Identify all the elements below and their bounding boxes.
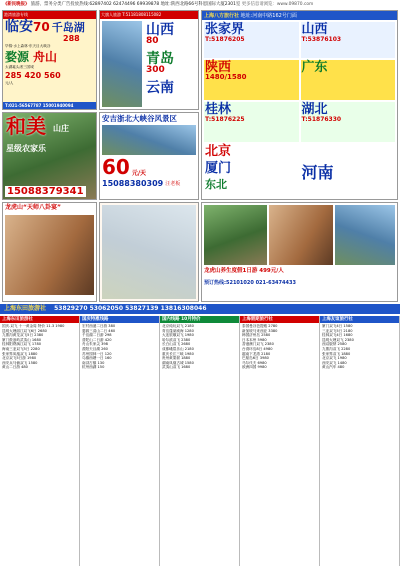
listing-item: 普陀山二日游 420 [82, 337, 112, 342]
listing-item: 海南三亚双飞5日 2280 [2, 346, 40, 351]
listing-item: 韩国济州岛 2580 [242, 333, 271, 338]
dest-linan: 临安 [5, 19, 33, 35]
listing-item: 西双版纳 2580 [322, 342, 347, 347]
listing-item: 武夷山双飞 1680 [162, 365, 191, 370]
listing-item: 北京纯玩双飞 2180 [162, 324, 194, 328]
listing-item: 九寨沟双飞 2280 [322, 346, 351, 351]
listing-item: 马尔代夫 6980 [242, 360, 267, 365]
listing-column [80, 316, 160, 566]
ad-note: 地址:河南中路162号门面 [240, 13, 297, 19]
box-beijing: 北京 厦门 东北 [204, 144, 299, 199]
paper-name: 《新民晚报》 [3, 2, 30, 7]
dest-shanxi: 山西 [146, 22, 174, 38]
section-hotline: 旅游、票务分类广告投放热线:62897402 62474496 69939878 [30, 2, 160, 7]
box-zhangjiajie: 张家界 T:51876205 [204, 22, 299, 58]
listing-item: 乌镇西塘一日 160 [82, 356, 112, 361]
listing-item: 厦门鼓浪屿武夷山 1680 [2, 337, 42, 342]
price-qiandaohu: 288 [63, 34, 80, 43]
ad-line3: 太湖鼋头渚三国城 [5, 65, 34, 69]
ad-line2: 毕锦·水上森林·东天目大峡谷 [5, 44, 51, 48]
ad-prices: 285 420 560 [5, 71, 61, 80]
column-header: 上海友谊旅行社 [320, 316, 399, 323]
listing-item: 新加坡马来西亚 3380 [242, 328, 278, 333]
listing-item: 西安兵马俑双飞 1580 [2, 360, 38, 365]
anji-contact: 汪老板 [165, 180, 181, 187]
box-hubei: 湖北 T:51876330 [301, 102, 396, 142]
box-shanxi: 山西 T:53876103 [301, 22, 396, 58]
listing-item: 宏村西递二日游 380 [82, 324, 116, 328]
address: 地址:陕西北路66号科恩国际大厦2301室 [160, 2, 241, 7]
agency-tels: 53829270 53062050 53827139 13816308046 [54, 305, 207, 312]
ad-daqiren [99, 10, 199, 110]
column-header: 上海假期旅行社 [240, 316, 319, 323]
hemei-title: 和美 [6, 114, 46, 138]
listing-column [320, 316, 400, 566]
listing-item: 张家界凤凰双飞 1880 [2, 351, 38, 356]
ad-bafang [201, 10, 398, 200]
ad-longhushan [201, 202, 398, 302]
agency-name: 上海东田旅游社 [4, 305, 47, 312]
longhushan-photo-1 [204, 205, 267, 265]
listing-item: 欧洲四国 9980 [242, 365, 267, 370]
landscape-photo [102, 21, 142, 107]
ad-title: 大旗人旅游 T:51181808115082 [100, 11, 198, 19]
listing-item: 国庆.双飞 十一黄金周 特价 11.3 1980 [2, 324, 65, 328]
listing-item: 苏州园林一日 120 [82, 351, 112, 356]
ad-longhu-feast [2, 202, 97, 302]
website-note: 更多信息请浏览：www.09870.com [241, 2, 314, 7]
box-shaanxi: 陕西 1480/1580 [204, 60, 299, 100]
ad-unit: 元/人 [5, 81, 14, 85]
dest-yunnan: 云南 [146, 80, 174, 96]
ad-tel: T:021-56567787 15001940094 [3, 102, 96, 109]
text-block-bg [102, 205, 196, 299]
longhushan-photo-2 [269, 205, 332, 265]
box-henan: 河南 [301, 144, 396, 199]
ad-title: 港湾旅游专线 [3, 11, 96, 19]
listing-item: 厦门双飞4日 1580 [322, 324, 353, 328]
listing-item: 巴厘岛6日 3980 [242, 356, 269, 361]
listing-item: 九寨沟黄龙双飞5日 2380 [2, 333, 44, 338]
listing-item: 张家界双飞 1880 [322, 351, 351, 356]
price-a: 80 [146, 36, 159, 46]
listing-item: 哈尔滨双飞 2380 [162, 337, 191, 342]
header-bar [0, 0, 400, 9]
listing-item: 重庆长江三峡 1980 [162, 351, 194, 356]
listing-item: 昆明大理丽江双飞6日 2680 [2, 328, 47, 333]
listing-column [160, 316, 240, 566]
column-header: 上海东田旅游社 [0, 316, 79, 323]
price-linan: 70 [33, 20, 50, 34]
dest-qingdao: 青岛 [146, 51, 174, 67]
hemei-tel: 15088379341 [7, 186, 84, 197]
listing-item: 黄山汽车 480 [322, 365, 345, 370]
anji-tel: 15088380309 [102, 178, 164, 188]
listing-item: 台湾环岛8日 4980 [242, 346, 273, 351]
longhushan-caption: 龙虎山养生度假1日游 499元/人 [204, 268, 284, 274]
listing-item: 黄山二日游 480 [2, 365, 28, 370]
longhushan-tel: 预订热线:52101020 021-63474433 [204, 279, 296, 286]
listing-item: 香港澳门双飞 2380 [242, 342, 274, 347]
listing-item: 杭州西湖 150 [82, 365, 105, 370]
anji-price: 60 [102, 154, 130, 179]
ad-title: 上海八方旅行社 [204, 13, 240, 19]
listing-item: 南浔古镇 130 [82, 360, 105, 365]
listing-item: 西安双飞 1480 [322, 360, 347, 365]
feast-caption: 龙虎山“天师八卦宴” [5, 204, 61, 211]
listing-item: 贵州黄果树 1880 [162, 356, 191, 361]
listing-item: 昆明大理双飞 2380 [322, 337, 354, 342]
ad-anji [99, 112, 199, 200]
listing-item: 越南下龙湾 2180 [242, 351, 271, 356]
longhushan-photo-3 [335, 205, 395, 265]
listing-item: 婺源三清山二日 460 [82, 328, 116, 333]
listing-item: 湖南凤凰古城 1580 [162, 360, 194, 365]
box-guangdong: 广东 [301, 60, 396, 100]
anji-title: 安吉浙北大峡谷风景区 [102, 114, 177, 123]
listing-item: 北京双飞 1980 [322, 356, 347, 361]
price-b: 300 [146, 65, 165, 75]
listing-columns [0, 316, 400, 566]
ad-text-block [99, 202, 199, 302]
listing-item: 桂林双飞4日 1680 [322, 333, 353, 338]
ad-hemei [2, 112, 97, 200]
dest-wuyuan: 婺源 [5, 50, 30, 64]
listing-item: 日本本州 5980 [242, 337, 267, 342]
listing-item: 长白山双飞 2680 [162, 342, 191, 347]
agency-bar [0, 304, 400, 314]
column-header: 国内线路 10月特价 [160, 316, 239, 323]
listing-item: 成都峨眉乐山 2180 [162, 346, 194, 351]
listing-item: 泰国曼谷芭提雅 2780 [242, 324, 278, 328]
listing-column [240, 316, 320, 566]
listing-item: 千岛湖二日游 298 [82, 333, 112, 338]
anji-photo [102, 125, 196, 155]
hemei-sub: 山庄 [53, 124, 69, 133]
column-header: 国庆特惠线路 [80, 316, 159, 323]
listing-item: 桂林阳朔漓江双飞 1780 [2, 342, 42, 347]
box-guilin: 桂林 T:51876225 [204, 102, 299, 142]
dest-qiandaohu: 千岛湖 [51, 20, 85, 34]
dest-zhoushan: 舟山 [33, 50, 58, 64]
ad-gangwan [2, 10, 97, 110]
listing-item: 舟山朱家尖 398 [82, 342, 108, 347]
listing-item: 三亚双飞5日 2180 [322, 328, 353, 333]
anji-unit: 元/天 [131, 169, 147, 177]
listing-item: 青岛蓬莱威海 1280 [162, 328, 194, 333]
hemei-line: 星级农家乐 [6, 144, 46, 153]
listing-item: 大连旅顺双飞 1980 [162, 333, 194, 338]
listing-column [0, 316, 80, 566]
listing-item: 溧阳天目湖 260 [82, 346, 108, 351]
listing-item: 北京双飞5日游 1980 [2, 356, 37, 361]
feast-photo [5, 215, 94, 295]
